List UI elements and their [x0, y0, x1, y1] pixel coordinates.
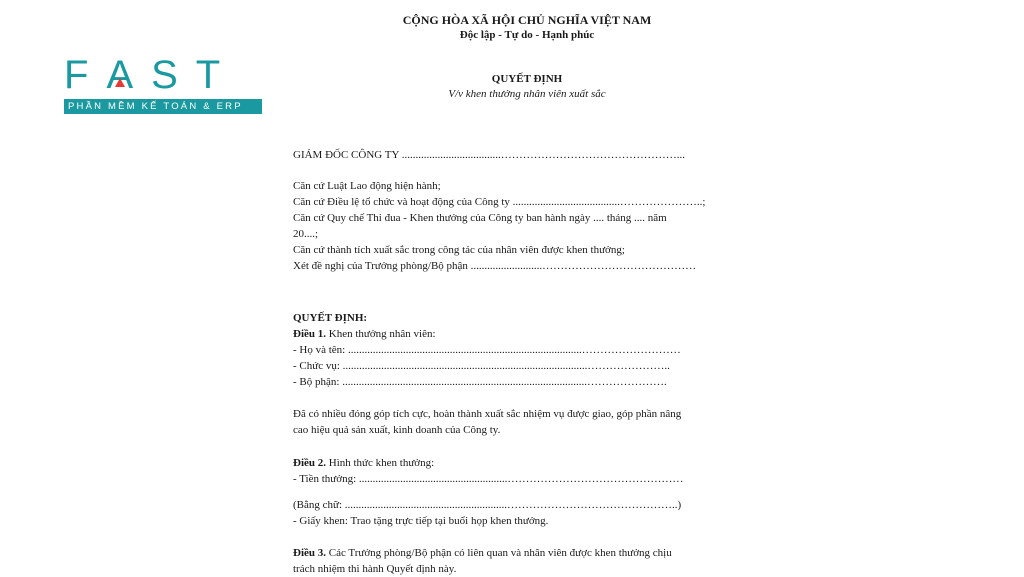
field-name: - Họ và tên: .....................................................................................……………………… — [293, 344, 681, 356]
document-title: QUYẾT ĐỊNH — [491, 73, 563, 85]
decision-heading: QUYẾT ĐỊNH: — [293, 312, 368, 324]
article-3 — [293, 545, 672, 561]
article-2-label: Điều 2. — [293, 457, 326, 469]
nation-name: CỘNG HÒA XÃ HỘI CHỦ NGHĨA VIỆT NAM — [402, 13, 652, 27]
article-3-line-2: trách nhiệm thi hành Quyết định này. — [293, 563, 457, 575]
motto: Độc lập - Tự do - Hạnh phúc — [459, 29, 595, 41]
bonus-line: - Tiền thưởng: ......................................................………………………………………… — [293, 473, 684, 485]
fast-logo — [64, 53, 264, 114]
basis-line: Căn cứ Luật Lao động hiện hành; — [293, 180, 441, 192]
logo-letter-a: A — [106, 53, 152, 97]
basis-line: Căn cứ Điều lệ tổ chức và hoạt động của Công ty .......................................…………………..; — [293, 196, 706, 208]
logo-letters-st: ST — [151, 53, 239, 97]
article-2 — [293, 455, 434, 471]
article-1-label: Điều 1. — [293, 328, 326, 340]
document-title-block — [292, 72, 762, 101]
basis-line: Xét đề nghị của Trưởng phòng/Bộ phận ..........................…………………………………… — [293, 260, 697, 272]
director-line: GIÁM ĐỐC CÔNG TY ....................................…………………………………………... — [293, 149, 686, 161]
reason-line: Đã có nhiều đóng góp tích cực, hoàn thành xuất sắc nhiệm vụ được giao, góp phần nâng — [293, 408, 682, 420]
logo-triangle-icon — [115, 78, 125, 87]
logo-tagline: PHẦN MỀM KẾ TOÁN & ERP — [64, 99, 262, 114]
article-1 — [293, 326, 436, 342]
article-1-text: Khen thưởng nhân viên: — [326, 328, 436, 340]
national-header — [292, 12, 762, 43]
article-3-text: Các Trưởng phòng/Bộ phận có liên quan và nhân viên được khen thưởng chịu — [326, 547, 672, 559]
reason-line: cao hiệu quả sản xuất, kinh doanh của Công ty. — [293, 424, 501, 436]
article-2-text: Hình thức khen thưởng: — [326, 457, 435, 469]
in-words-line: (Bằng chữ: ...........................................................………………………………………..) — [293, 499, 682, 511]
basis-line: Căn cứ thành tích xuất sắc trong công tác của nhân viên được khen thưởng; — [293, 244, 625, 256]
basis-line: 20....; — [293, 228, 319, 240]
logo-wordmark — [64, 53, 264, 97]
field-department: - Bộ phận: .........................................................................................…………………. — [293, 376, 667, 388]
logo-letter-f: F — [64, 53, 107, 97]
basis-line: Căn cứ Quy chế Thi đua - Khen thưởng của Công ty ban hành ngày .... tháng .... năm — [293, 212, 667, 224]
certificate-line: - Giấy khen: Trao tặng trực tiếp tại buổi họp khen thưởng. — [293, 515, 549, 527]
document-subtitle: V/v khen thưởng nhân viên xuất sắc — [448, 88, 606, 100]
field-position: - Chức vụ: .........................................................................................………………….. — [293, 360, 670, 372]
article-3-label: Điều 3. — [293, 547, 326, 559]
